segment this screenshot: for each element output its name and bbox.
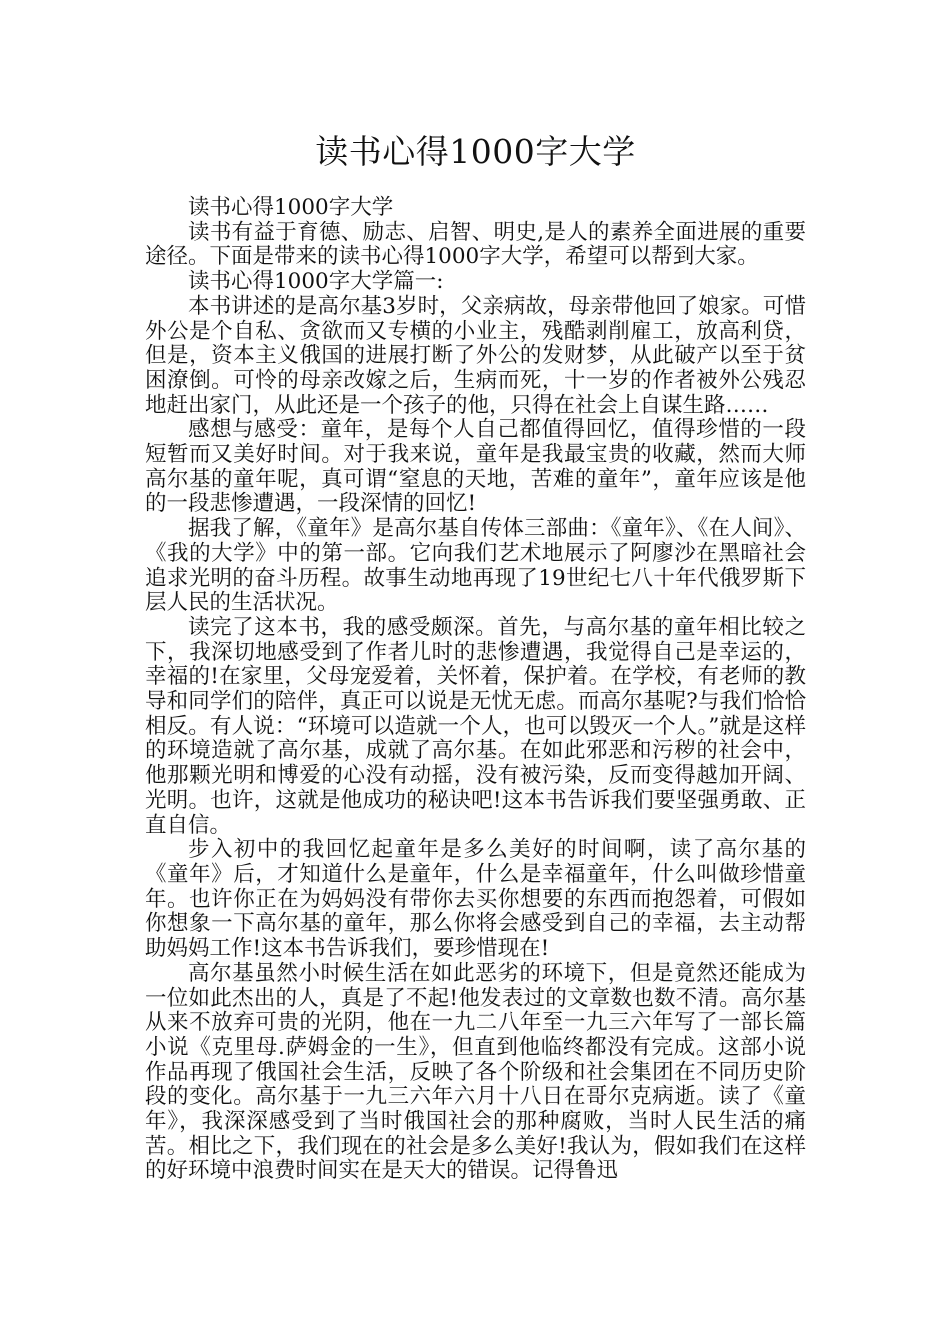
document-title: 读书心得1000字大学 <box>315 132 636 171</box>
paragraph-section-heading: 读书心得1000字大学篇一: <box>188 269 444 295</box>
document-body <box>145 196 806 1184</box>
paragraph-background: 据我了解，《童年》是高尔基自传体三部曲：《童年》、《在人间》、《我的大学》中的第一部。它向我们艺术地展示了阿廖沙在黑暗社会追求光明的奋斗历程。故事生动地再现了19世纪七八十年代俄罗斯下层人民的生活状况。 <box>145 516 806 616</box>
paragraph-cherish: 步入初中的我回忆起童年是多么美好的时间啊，读了高尔基的《童年》后，才知道什么是童年，什么是幸福童年，什么叫做珍惜童年。也许你正在为妈妈没有带你去买你想要的东西而抱怨着，可假如你想象一下高尔基的童年，那么你将会感受到自己的幸福，去主动帮助妈妈工作!这本书告诉我们，要珍惜现在! <box>145 837 806 962</box>
paragraph-feelings: 感想与感受：童年，是每个人自己都值得回忆，值得珍惜的一段短暂而又美好时间。对于我来说，童年是我最宝贵的收藏，然而大师高尔基的童年呢，真可谓“窒息的天地，苦难的童年”，童年应该是他的一段悲惨遭遇，一段深情的回忆! <box>145 417 806 517</box>
paragraph-comparison: 读完了这本书，我的感受颇深。首先，与高尔基的童年相比较之下，我深切地感受到了作者儿时的悲惨遭遇，我觉得自己是幸运的，幸福的!在家里，父母宠爱着，关怀着，保护着。在学校，有老师的教导和同学们的陪伴，真正可以说是无忧无虑。而高尔基呢?与我们恰恰相反。有人说：“环境可以造就一个人，也可以毁灭一个人。”就是这样的环境造就了高尔基，成就了高尔基。在如此邪恶和污秽的社会中，他那颗光明和博爱的心没有动摇，没有被污染，反而变得越加开阔、光明。也许，这就是他成功的秘诀吧!这本书告诉我们要坚强勇敢、正直自信。 <box>145 614 806 838</box>
paragraph-subtitle: 读书心得1000字大学 <box>188 195 394 220</box>
paragraph-summary: 本书讲述的是高尔基3岁时，父亲病故，母亲带他回了娘家。可惜外公是个自私、贪欲而又专横的小业主，残酷剥削雇工，放高利贷，但是，资本主义俄国的进展打断了外公的发财梦，从此破产以至于贫困潦倒。可怜的母亲改嫁之后，生病而死，十一岁的作者被外公残忍地赶出家门，从此还是一个孩子的他，只得在社会上自谋生路…… <box>145 293 806 418</box>
paragraph-gorky-life: 高尔基虽然小时候生活在如此恶劣的环境下，但是竟然还能成为一位如此杰出的人，真是了不起!他发表过的文章数也数不清。高尔基从来不放弃可贵的光阴，他在一九二八年至一九三六年写了一部长篇小说《克里母.萨姆金的一生》，但直到他临终都没有完成。这部小说作品再现了俄国社会生活，反映了各个阶级和社会集团在不同历史阶段的变化。高尔基于一九三六年六月十八日在哥尔克病逝。读了《童年》，我深深感受到了当时俄国社会的那种腐败，当时人民生活的痛苦。相比之下，我们现在的社会是多么美好!我认为，假如我们在这样的好环境中浪费时间实在是天大的错误。记得鲁迅 <box>145 960 806 1184</box>
paragraph-intro: 读书有益于育德、励志、启智、明史,是人的素养全面进展的重要途径。下面是带来的读书心得1000字大学，希望可以帮到大家。 <box>145 219 806 270</box>
